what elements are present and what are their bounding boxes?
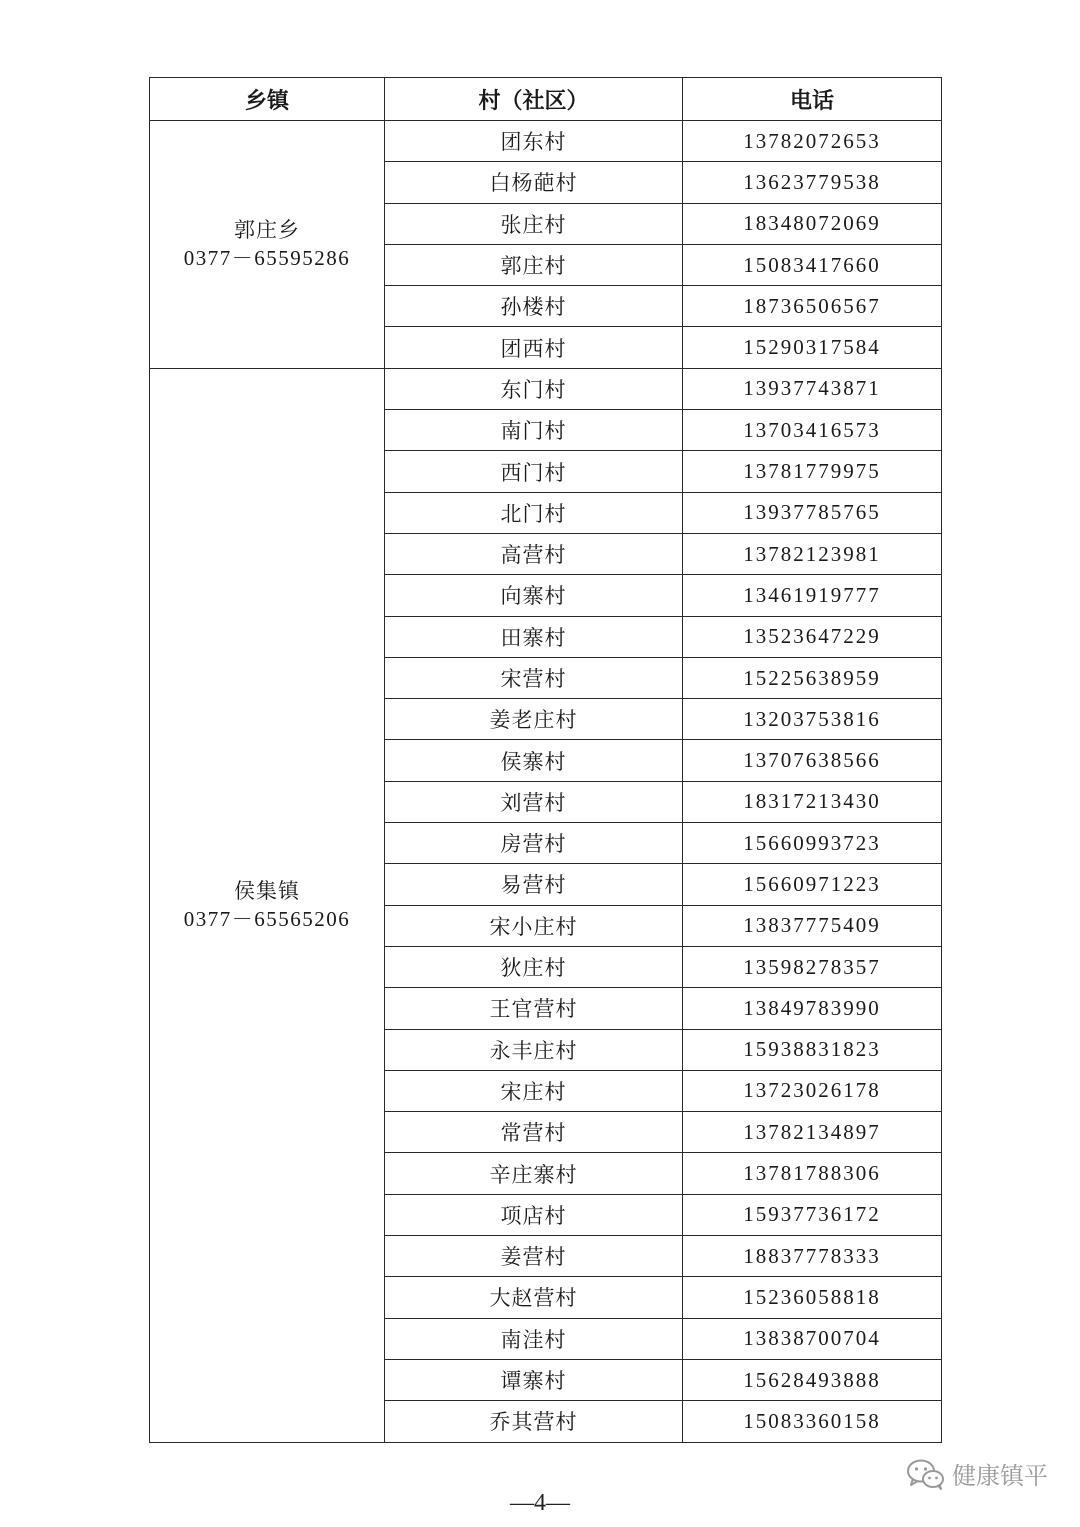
town-cell: [150, 121, 385, 369]
phone-cell: 15236058818: [683, 1277, 942, 1318]
watermark: [906, 1456, 1048, 1491]
village-cell: 南洼村: [385, 1318, 683, 1359]
header-phone: 电话: [683, 78, 942, 121]
town-name: 侯集镇: [234, 879, 300, 904]
page-number: —4—: [510, 1490, 570, 1516]
village-cell: 刘营村: [385, 781, 683, 822]
village-cell: 团西村: [385, 327, 683, 368]
village-cell: 常营村: [385, 1112, 683, 1153]
phone-cell: 18837778333: [683, 1236, 942, 1277]
phone-cell: 13723026178: [683, 1070, 942, 1111]
village-cell: 东门村: [385, 368, 683, 409]
village-cell: 谭寨村: [385, 1359, 683, 1400]
phone-cell: 15290317584: [683, 327, 942, 368]
village-cell: 张庄村: [385, 203, 683, 244]
village-cell: 南门村: [385, 410, 683, 451]
table-row: [150, 121, 942, 162]
table-header: [150, 78, 942, 121]
phone-cell: 13461919777: [683, 575, 942, 616]
town-phone: 0377－65565206: [183, 907, 351, 932]
phone-cell: 13598278357: [683, 946, 942, 987]
town-cell: [150, 368, 385, 1442]
village-cell: 孙楼村: [385, 286, 683, 327]
village-cell: 姜营村: [385, 1236, 683, 1277]
phone-cell: 13782123981: [683, 533, 942, 574]
town-name: 郭庄乡: [234, 218, 300, 243]
village-cell: 狄庄村: [385, 946, 683, 987]
village-cell: 田寨村: [385, 616, 683, 657]
phone-cell: 13849783990: [683, 988, 942, 1029]
phone-cell: 15938831823: [683, 1029, 942, 1070]
village-cell: 郭庄村: [385, 244, 683, 285]
village-cell: 宋小庄村: [385, 905, 683, 946]
header-row: [150, 78, 942, 121]
village-cell: 房营村: [385, 823, 683, 864]
phone-cell: 13623779538: [683, 162, 942, 203]
table-row: [150, 368, 942, 409]
contact-table: [149, 77, 942, 1443]
village-cell: 永丰庄村: [385, 1029, 683, 1070]
phone-cell: 15083417660: [683, 244, 942, 285]
table-body: [150, 121, 942, 1443]
watermark-text: 健康镇平: [952, 1462, 1048, 1490]
phone-cell: 13781779975: [683, 451, 942, 492]
village-cell: 高营村: [385, 533, 683, 574]
village-cell: 易营村: [385, 864, 683, 905]
phone-cell: 15660993723: [683, 823, 942, 864]
phone-cell: 18317213430: [683, 781, 942, 822]
village-cell: 北门村: [385, 492, 683, 533]
phone-cell: 13782134897: [683, 1112, 942, 1153]
phone-cell: 18736506567: [683, 286, 942, 327]
village-cell: 宋营村: [385, 657, 683, 698]
phone-cell: 18348072069: [683, 203, 942, 244]
phone-cell: 15628493888: [683, 1359, 942, 1400]
phone-cell: 13782072653: [683, 121, 942, 162]
phone-cell: 13838700704: [683, 1318, 942, 1359]
phone-cell: 13837775409: [683, 905, 942, 946]
village-cell: 团东村: [385, 121, 683, 162]
town-phone: 0377－65595286: [183, 246, 351, 271]
phone-cell: 13703416573: [683, 410, 942, 451]
village-cell: 向寨村: [385, 575, 683, 616]
village-cell: 辛庄寨村: [385, 1153, 683, 1194]
phone-cell: 13707638566: [683, 740, 942, 781]
phone-cell: 15937736172: [683, 1194, 942, 1235]
village-cell: 项店村: [385, 1194, 683, 1235]
phone-cell: 13203753816: [683, 699, 942, 740]
header-town: 乡镇: [150, 78, 385, 121]
phone-cell: 15225638959: [683, 657, 942, 698]
village-cell: 西门村: [385, 451, 683, 492]
village-cell: 王官营村: [385, 988, 683, 1029]
village-cell: 白杨葩村: [385, 162, 683, 203]
phone-cell: 15083360158: [683, 1401, 942, 1442]
village-cell: 姜老庄村: [385, 699, 683, 740]
phone-cell: 13523647229: [683, 616, 942, 657]
header-village: 村（社区）: [385, 78, 683, 121]
wechat-icon: [906, 1458, 946, 1490]
village-cell: 大赵营村: [385, 1277, 683, 1318]
village-cell: 乔其营村: [385, 1401, 683, 1442]
phone-cell: 15660971223: [683, 864, 942, 905]
phone-cell: 13937743871: [683, 368, 942, 409]
phone-cell: 13781788306: [683, 1153, 942, 1194]
village-cell: 侯寨村: [385, 740, 683, 781]
village-cell: 宋庄村: [385, 1070, 683, 1111]
phone-cell: 13937785765: [683, 492, 942, 533]
